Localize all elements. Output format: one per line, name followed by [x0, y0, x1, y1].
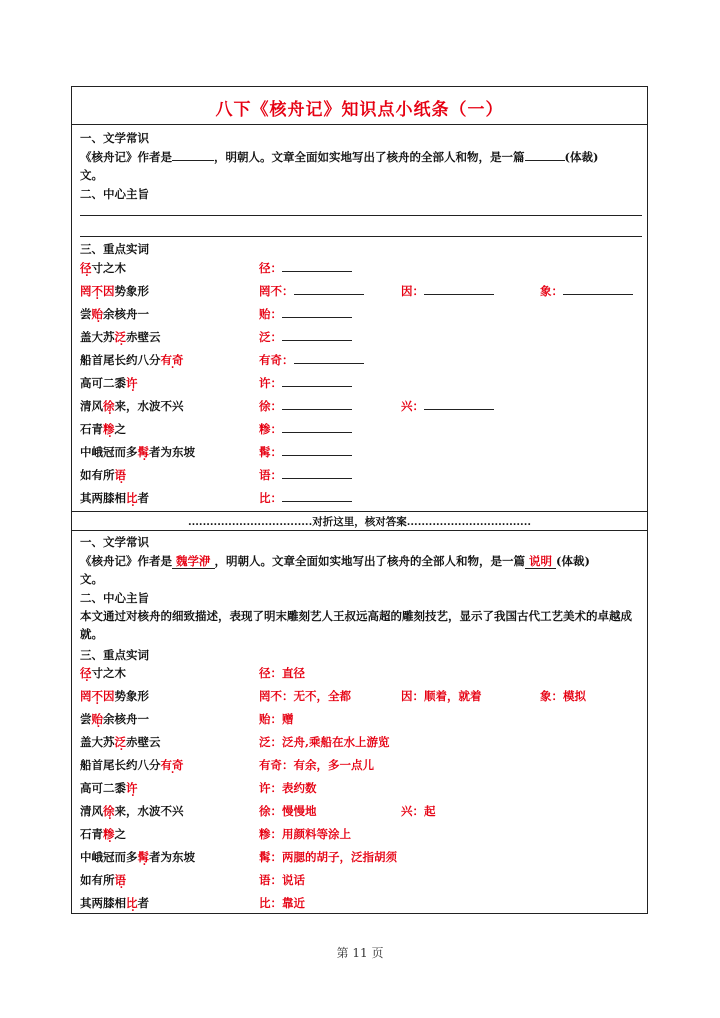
term-label: 径：: [259, 261, 282, 275]
term-blank: [424, 294, 494, 295]
phrase-text: 盖大苏: [80, 735, 115, 749]
q-vocab-phrase: [80, 422, 126, 436]
answer-text: 罔不：无不，全都: [259, 689, 351, 703]
a-text-a: 《核舟记》作者是: [80, 554, 172, 568]
q-vocab-term: [259, 261, 352, 275]
answer-text: 糁：用颜料等涂上: [259, 827, 351, 841]
key-word: 许: [126, 376, 138, 390]
phrase-text: 清风: [80, 804, 103, 818]
author-answer: 魏学洢: [172, 554, 215, 569]
answer-text: 髯：两腮的胡子，泛指胡须: [259, 850, 397, 864]
term-label: 罔不：: [259, 284, 294, 298]
term-blank: [282, 271, 352, 272]
phrase-text: 寸之木: [91, 261, 126, 275]
term-blank: [282, 501, 352, 502]
term-label: 泛：: [259, 330, 282, 344]
key-word: 有奇: [160, 353, 184, 367]
genre-blank: [525, 160, 565, 161]
key-word: 径: [80, 666, 92, 680]
answer-text: 有奇：有余，多一点儿: [259, 758, 374, 772]
term-label: 糁：: [259, 422, 282, 436]
q-text-c: (体裁): [564, 150, 599, 164]
q-vocab-term: [259, 445, 352, 459]
key-word: 髯: [137, 850, 149, 864]
phrase-text: 中峨冠而多: [80, 850, 138, 864]
key-word: 语: [114, 468, 126, 482]
phrase-text: 尝: [80, 712, 92, 726]
q-vocab-term: [401, 284, 494, 298]
fold-divider-bottom: [72, 530, 647, 531]
q-vocab-phrase: [80, 491, 149, 505]
term-label: 兴：: [401, 399, 424, 413]
key-word: 比: [126, 491, 138, 505]
phrase-text: 者为东坡: [149, 445, 195, 459]
q-vocab-term: [259, 307, 352, 321]
q-vocab-term: [259, 330, 352, 344]
q-vocab-term: [259, 468, 352, 482]
q-vocab-phrase: [80, 376, 138, 390]
term-label: 因：: [401, 284, 424, 298]
q-section3-heading: 三、重点实词: [80, 242, 149, 256]
answer-text: 径：直径: [259, 666, 305, 680]
key-word: 糁: [103, 422, 115, 436]
key-word: 径: [80, 261, 92, 275]
key-word: 比: [126, 896, 138, 910]
a-vocab-phrase: [80, 758, 184, 772]
term-blank: [282, 386, 352, 387]
term-blank: [282, 340, 352, 341]
key-word: 贻: [91, 712, 103, 726]
key-word: 徐: [103, 399, 115, 413]
a-vocab-phrase: [80, 827, 126, 841]
term-blank: [563, 294, 633, 295]
phrase-text: 之: [114, 827, 126, 841]
a-vocab-phrase: [80, 689, 149, 703]
phrase-text: 者: [137, 896, 149, 910]
q-vocab-phrase: [80, 353, 184, 367]
phrase-text: 其两膝相: [80, 896, 126, 910]
q-section1-heading: 一、文学常识: [80, 131, 149, 145]
term-blank: [424, 409, 494, 410]
page-number: 第 11 页: [336, 946, 384, 960]
term-label: 徐：: [259, 399, 282, 413]
q-vocab-phrase: [80, 445, 195, 459]
a-text-d: 文。: [80, 572, 103, 586]
q-text-b: ，明朝人。文章全面如实地写出了核舟的全部人和物，是一篇: [214, 150, 525, 164]
author-blank: [172, 160, 214, 161]
answer-text: 许：表约数: [259, 781, 317, 795]
term-label: 有奇：: [259, 353, 294, 367]
phrase-text: 如有所: [80, 468, 115, 482]
a-vocab-phrase: [80, 666, 126, 680]
key-word: 泛: [114, 330, 126, 344]
phrase-text: 赤壁云: [126, 735, 161, 749]
answer-text: 语：说话: [259, 873, 305, 887]
worksheet: [71, 86, 648, 914]
phrase-text: 余核舟一: [103, 307, 149, 321]
q-section1-text: [80, 150, 598, 164]
phrase-text: 者为东坡: [149, 850, 195, 864]
answer-text: 象：模拟: [540, 689, 586, 703]
q-text-d: 文。: [80, 168, 103, 182]
phrase-text: 来，水波不兴: [114, 399, 184, 413]
q-vocab-term: [540, 284, 633, 298]
term-blank: [282, 432, 352, 433]
term-label: 贻：: [259, 307, 282, 321]
key-word: 罔不因: [80, 284, 115, 298]
phrase-text: 中峨冠而多: [80, 445, 138, 459]
answer-rule-1: [80, 215, 642, 216]
key-word: 语: [114, 873, 126, 887]
q-vocab-phrase: [80, 261, 126, 275]
a-section1-heading: 一、文学常识: [80, 535, 149, 549]
answer-text: 比：靠近: [259, 896, 305, 910]
key-word: 有奇: [160, 758, 184, 772]
phrase-text: 高可二黍: [80, 781, 126, 795]
term-blank: [282, 317, 352, 318]
phrase-text: 之: [114, 422, 126, 436]
a-vocab-phrase: [80, 781, 138, 795]
term-blank: [294, 363, 364, 364]
a-vocab-phrase: [80, 804, 184, 818]
key-word: 贻: [91, 307, 103, 321]
a-vocab-phrase: [80, 735, 161, 749]
a-text-b: ，明朝人。文章全面如实地写出了核舟的全部人和物，是一篇: [214, 554, 525, 568]
term-blank: [282, 478, 352, 479]
term-label: 许：: [259, 376, 282, 390]
q-vocab-term: [259, 284, 364, 298]
phrase-text: 石青: [80, 827, 103, 841]
q-vocab-term: [259, 376, 352, 390]
phrase-text: 船首尾长约八分: [80, 353, 161, 367]
answer-text: 因：顺着，就着: [401, 689, 482, 703]
genre-answer: 说明: [525, 554, 556, 569]
a-vocab-phrase: [80, 850, 195, 864]
a-vocab-phrase: [80, 873, 126, 887]
phrase-text: 如有所: [80, 873, 115, 887]
fold-divider-top: [72, 511, 647, 512]
key-word: 泛: [114, 735, 126, 749]
q-vocab-term: [259, 399, 352, 413]
answer-rule-2: [80, 236, 642, 237]
term-label: 语：: [259, 468, 282, 482]
answer-text: 兴：起: [401, 804, 436, 818]
term-blank: [282, 409, 352, 410]
q-vocab-term: [259, 422, 352, 436]
phrase-text: 赤壁云: [126, 330, 161, 344]
phrase-text: 石青: [80, 422, 103, 436]
q-vocab-term: [259, 353, 364, 367]
key-word: 糁: [103, 827, 115, 841]
key-word: 许: [126, 781, 138, 795]
phrase-text: 尝: [80, 307, 92, 321]
phrase-text: 船首尾长约八分: [80, 758, 161, 772]
phrase-text: 盖大苏: [80, 330, 115, 344]
term-label: 比：: [259, 491, 282, 505]
q-vocab-term: [259, 491, 352, 505]
a-section3-heading: 三、重点实词: [80, 648, 149, 662]
phrase-text: 势象形: [114, 689, 149, 703]
phrase-text: 余核舟一: [103, 712, 149, 726]
a-vocab-phrase: [80, 712, 149, 726]
a-section2-text: 本文通过对核舟的细致描述，表现了明末雕刻艺人王叔远高超的雕刻技艺，显示了我国古代工艺美术的卓越成就。: [80, 609, 632, 641]
q-vocab-phrase: [80, 399, 184, 413]
phrase-text: 高可二黍: [80, 376, 126, 390]
page-title: 八下《核舟记》知识点小纸条（一）: [215, 100, 504, 120]
a-text-c: (体裁): [556, 554, 590, 568]
q-vocab-phrase: [80, 284, 149, 298]
answer-text: 徐：慢慢地: [259, 804, 317, 818]
q-vocab-phrase: [80, 330, 161, 344]
term-blank: [282, 455, 352, 456]
phrase-text: 寸之木: [91, 666, 126, 680]
phrase-text: 清风: [80, 399, 103, 413]
answer-text: 贻：赠: [259, 712, 294, 726]
q-vocab-term: [401, 399, 494, 413]
key-word: 徐: [103, 804, 115, 818]
key-word: 罔不因: [80, 689, 115, 703]
a-section1-text: [80, 554, 590, 568]
term-label: 象：: [540, 284, 563, 298]
phrase-text: 势象形: [114, 284, 149, 298]
answer-text: 泛：泛舟,乘船在水上游览: [259, 735, 390, 749]
fold-instruction: ..................................对折这里，核对答案..................................: [187, 516, 532, 528]
title-divider: [72, 124, 647, 125]
q-text-a: 《核舟记》作者是: [80, 150, 172, 164]
q-section2-heading: 二、中心主旨: [80, 187, 149, 201]
term-blank: [294, 294, 364, 295]
phrase-text: 来，水波不兴: [114, 804, 184, 818]
term-label: 髯：: [259, 445, 282, 459]
a-section2-heading: 二、中心主旨: [80, 591, 149, 605]
phrase-text: 者: [137, 491, 149, 505]
a-vocab-phrase: [80, 896, 149, 910]
key-word: 髯: [137, 445, 149, 459]
q-vocab-phrase: [80, 468, 126, 482]
phrase-text: 其两膝相: [80, 491, 126, 505]
q-vocab-phrase: [80, 307, 149, 321]
